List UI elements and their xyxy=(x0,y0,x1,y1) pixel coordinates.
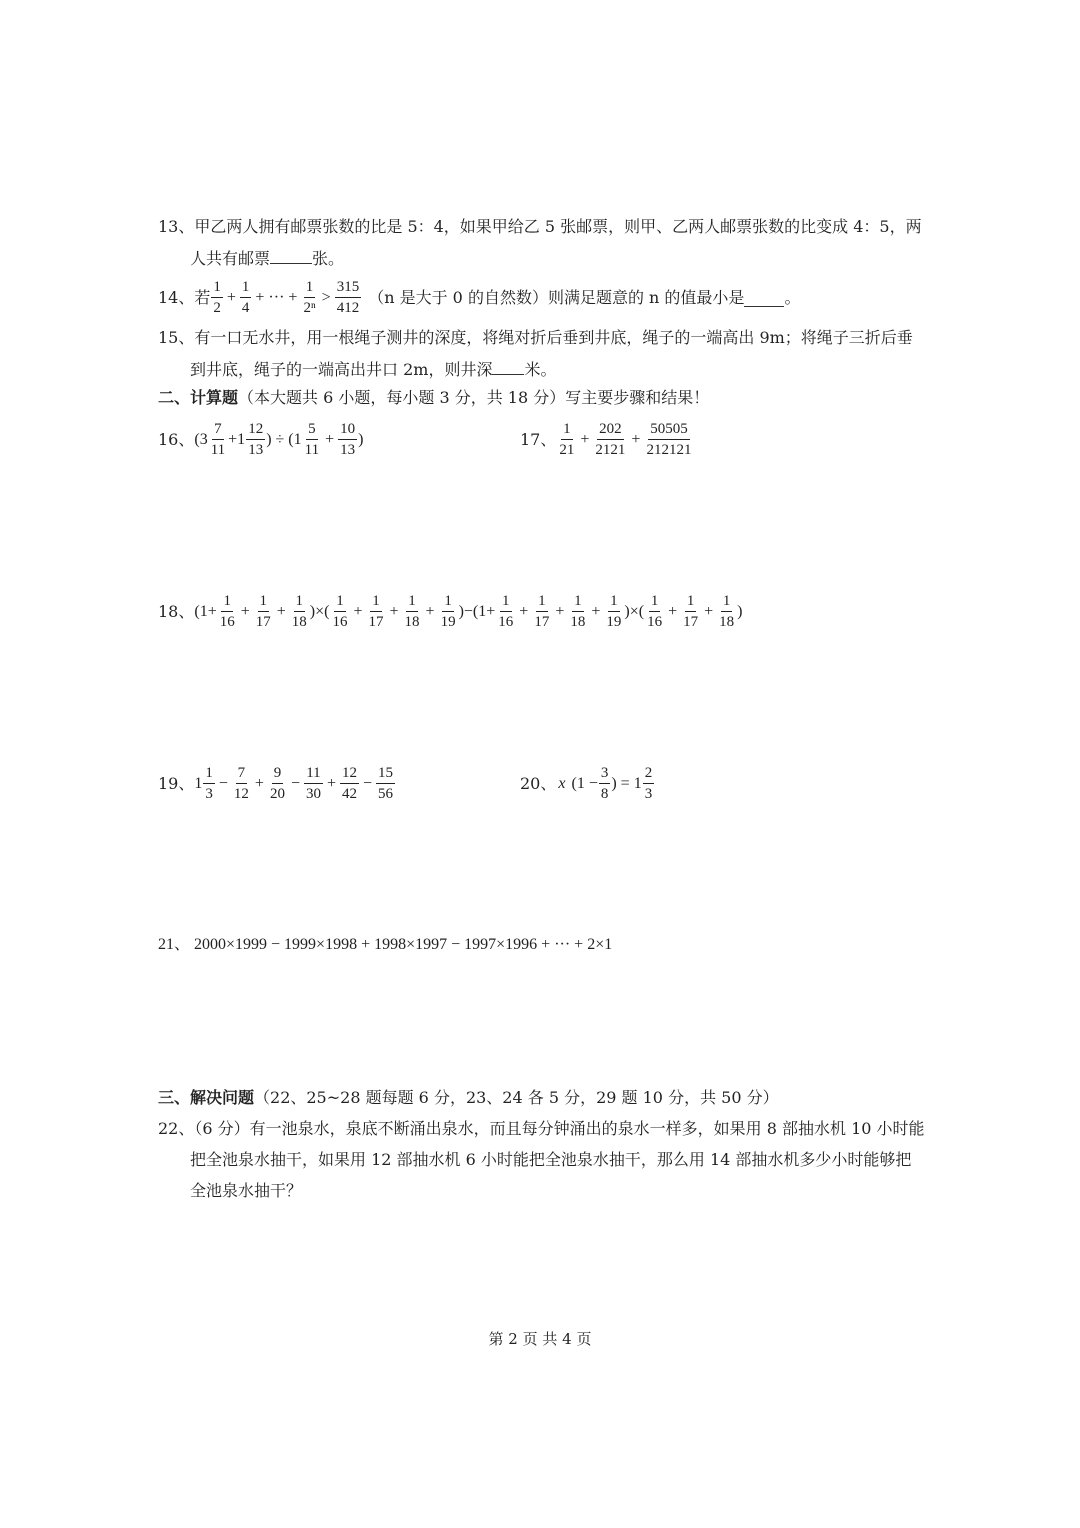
numerator: 5 xyxy=(306,422,318,440)
plus-sign: + xyxy=(389,603,399,620)
numerator: 15 xyxy=(376,766,395,784)
plus-sign: + xyxy=(580,431,590,448)
denominator: 16 xyxy=(647,614,663,630)
plus-sign: + xyxy=(668,603,678,620)
q19 xyxy=(158,762,396,806)
numerator: 11 xyxy=(304,766,322,784)
expr-part: ) ÷ (1 xyxy=(266,431,302,448)
numerator: 1 xyxy=(203,766,215,784)
q15-line1: 15、有一口无水井，用一根绳子测井的深度，将绳对折后垂到井底，绳子的一端高出 9m；将绳子三折后垂 xyxy=(158,328,913,347)
operator: − xyxy=(363,775,373,792)
q17 xyxy=(520,418,694,462)
denominator: 16 xyxy=(332,614,348,630)
denominator: 18 xyxy=(404,614,420,630)
greater-than: > xyxy=(321,289,331,306)
numerator: 1 xyxy=(370,594,382,612)
answer-blank xyxy=(492,358,524,375)
numerator: 1 xyxy=(572,594,584,612)
fraction xyxy=(376,766,395,802)
q20-label: 20、 xyxy=(520,774,557,793)
plus-sign: + xyxy=(591,603,601,620)
q20 xyxy=(520,762,655,806)
denominator: 19 xyxy=(440,614,456,630)
denominator: 42 xyxy=(342,786,357,802)
fraction xyxy=(593,422,627,458)
expr-part: ) = 1 xyxy=(611,775,642,792)
fraction xyxy=(335,280,362,316)
plus-sign: + xyxy=(425,603,435,620)
fraction xyxy=(240,280,252,316)
plus-sign: + xyxy=(240,603,250,620)
fraction xyxy=(218,594,237,630)
numerator: 2 xyxy=(643,766,655,784)
numerator: 10 xyxy=(338,422,357,440)
section3-note: （22、25~28 题每题 6 分，23、24 各 5 分，29 题 10 分，共 50 分） xyxy=(254,1088,779,1107)
page-footer: 第 2 页 共 4 页 xyxy=(488,1330,592,1348)
numerator: 1 xyxy=(211,280,223,298)
fraction xyxy=(496,594,515,630)
denominator: 21 xyxy=(559,442,575,458)
denominator: 2ⁿ xyxy=(303,300,316,316)
q21: 21、 2000×1999 − 1999×1998 + 1998×1997 − 1997×1996 + ··· + 2×1 xyxy=(158,936,613,953)
denominator: 16 xyxy=(498,614,514,630)
numerator: 50505 xyxy=(648,422,690,440)
q13-line2 xyxy=(190,247,344,269)
q14-label: 14、若 xyxy=(158,288,211,307)
fraction xyxy=(717,594,736,630)
q16-label: 16、 xyxy=(158,430,195,449)
q15-line2-end: 米。 xyxy=(524,360,557,379)
q22-line2: 把全池泉水抽干，如果用 12 部抽水机 6 小时能把全池泉水抽干，那么用 14 部抽水机多少小时能够把 xyxy=(190,1150,912,1169)
operator: − xyxy=(218,775,228,792)
denominator: 8 xyxy=(600,786,609,802)
denominator: 18 xyxy=(291,614,307,630)
fraction xyxy=(268,766,287,802)
numerator: 1 xyxy=(334,594,346,612)
q22-line1: 22、（6 分）有一池泉水，泉底不断涌出泉水，而且每分钟涌出的泉水一样多，如果用 8 部抽水机 10 小时能 xyxy=(158,1119,925,1138)
expr-part: 1 xyxy=(194,775,203,792)
fraction xyxy=(403,594,422,630)
numerator: 12 xyxy=(340,766,359,784)
denominator: 212121 xyxy=(646,442,692,458)
fraction xyxy=(246,422,265,458)
fraction xyxy=(604,594,623,630)
denominator: 18 xyxy=(570,614,586,630)
fraction xyxy=(644,422,693,458)
expr-part: ) xyxy=(737,603,743,620)
plus-sign: + xyxy=(631,431,641,448)
numerator: 1 xyxy=(536,594,548,612)
fraction xyxy=(568,594,587,630)
q14-end: 。 xyxy=(784,288,801,307)
numerator: 1 xyxy=(608,594,620,612)
ellipsis: + ··· + xyxy=(255,289,298,306)
numerator: 1 xyxy=(221,594,233,612)
numerator: 1 xyxy=(721,594,733,612)
expr-part: ) xyxy=(358,431,364,448)
fraction xyxy=(645,594,664,630)
fraction xyxy=(599,766,611,802)
expr-part: (3 xyxy=(194,431,208,448)
expr-part: (1+ xyxy=(194,603,217,620)
operator: + xyxy=(326,775,336,792)
fraction xyxy=(557,422,576,458)
fraction xyxy=(367,594,386,630)
expr-part: +1 xyxy=(228,431,246,448)
fraction xyxy=(338,422,357,458)
expr-part: )×( xyxy=(624,603,645,620)
q18-label: 18、 xyxy=(158,602,195,621)
fraction xyxy=(330,594,349,630)
q13-line2-end: 张。 xyxy=(312,249,345,268)
denominator: 30 xyxy=(305,786,321,802)
variable-x: x xyxy=(558,775,566,792)
q15-line2-text: 到井底，绳子的一端高出井口 2m，则井深 xyxy=(190,360,493,379)
fraction xyxy=(211,280,223,316)
fraction xyxy=(301,280,317,316)
operator: + xyxy=(254,775,264,792)
denominator: 17 xyxy=(255,614,271,630)
fraction xyxy=(643,766,655,802)
denominator: 2121 xyxy=(595,442,626,458)
section2-note: （本大题共 6 小题，每小题 3 分，共 18 分）写主要步骤和结果！ xyxy=(238,388,710,407)
denominator: 17 xyxy=(683,614,699,630)
denominator: 412 xyxy=(336,300,360,316)
numerator: 1 xyxy=(406,594,418,612)
fraction xyxy=(203,766,215,802)
numerator: 1 xyxy=(500,594,512,612)
numerator: 12 xyxy=(246,422,265,440)
fraction xyxy=(290,594,309,630)
denominator: 11 xyxy=(210,442,226,458)
fraction xyxy=(340,766,359,802)
fraction xyxy=(303,422,321,458)
q16 xyxy=(158,418,363,462)
fraction xyxy=(681,594,700,630)
fraction xyxy=(304,766,323,802)
q14 xyxy=(158,278,800,318)
denominator: 17 xyxy=(534,614,550,630)
plus-sign: + xyxy=(276,603,286,620)
expr-part: )×( xyxy=(309,603,330,620)
fraction xyxy=(232,766,251,802)
plus-sign: + xyxy=(226,289,236,306)
denominator: 18 xyxy=(719,614,735,630)
numerator: 9 xyxy=(272,766,284,784)
denominator: 17 xyxy=(368,614,384,630)
denominator: 19 xyxy=(606,614,622,630)
plus-sign: + xyxy=(519,603,529,620)
numerator: 1 xyxy=(240,280,252,298)
numerator: 3 xyxy=(599,766,611,784)
section3-heading xyxy=(158,1088,779,1108)
expr-part: (1 − xyxy=(571,775,598,792)
section2-heading xyxy=(158,388,709,408)
numerator: 315 xyxy=(335,280,362,298)
denominator: 3 xyxy=(205,786,213,802)
denominator: 13 xyxy=(248,442,264,458)
plus-sign: + xyxy=(353,603,363,620)
numerator: 1 xyxy=(304,280,316,298)
fraction xyxy=(532,594,551,630)
q19-label: 19、 xyxy=(158,774,195,793)
denominator: 13 xyxy=(340,442,356,458)
q14-text: （n 是大于 0 的自然数）则满足题意的 n 的值最小是 xyxy=(368,288,745,307)
plus-sign: + xyxy=(704,603,714,620)
numerator: 1 xyxy=(561,422,573,440)
denominator: 20 xyxy=(269,786,285,802)
denominator: 4 xyxy=(241,300,250,316)
numerator: 7 xyxy=(236,766,248,784)
q13-line2-text: 人共有邮票 xyxy=(190,249,271,268)
q13-line1: 13、甲乙两人拥有邮票张数的比是 5：4，如果甲给乙 5 张邮票，则甲、乙两人邮票张数的比变成 4：5，两 xyxy=(158,217,922,236)
q18 xyxy=(158,590,742,634)
answer-blank xyxy=(744,290,784,307)
numerator: 1 xyxy=(442,594,454,612)
denominator: 11 xyxy=(304,442,320,458)
denominator: 12 xyxy=(233,786,249,802)
denominator: 3 xyxy=(644,786,653,802)
denominator: 56 xyxy=(378,786,394,802)
answer-blank xyxy=(270,247,312,264)
expr-part: )−(1+ xyxy=(458,603,496,620)
denominator: 16 xyxy=(219,614,235,630)
fraction xyxy=(209,422,227,458)
section2-title: 二、计算题 xyxy=(158,388,239,407)
numerator: 1 xyxy=(649,594,661,612)
plus-sign: + xyxy=(325,431,335,448)
numerator: 1 xyxy=(258,594,270,612)
plus-sign: + xyxy=(555,603,565,620)
fraction xyxy=(439,594,458,630)
section3-title: 三、解决问题 xyxy=(158,1088,255,1107)
q15-line2 xyxy=(190,358,556,380)
numerator: 1 xyxy=(685,594,697,612)
numerator: 202 xyxy=(597,422,624,440)
operator: − xyxy=(290,775,300,792)
denominator: 2 xyxy=(213,300,221,316)
fraction xyxy=(254,594,273,630)
q22-line3: 全池泉水抽干？ xyxy=(190,1181,303,1200)
numerator: 1 xyxy=(294,594,306,612)
q17-label: 17、 xyxy=(520,430,557,449)
numerator: 7 xyxy=(212,422,224,440)
